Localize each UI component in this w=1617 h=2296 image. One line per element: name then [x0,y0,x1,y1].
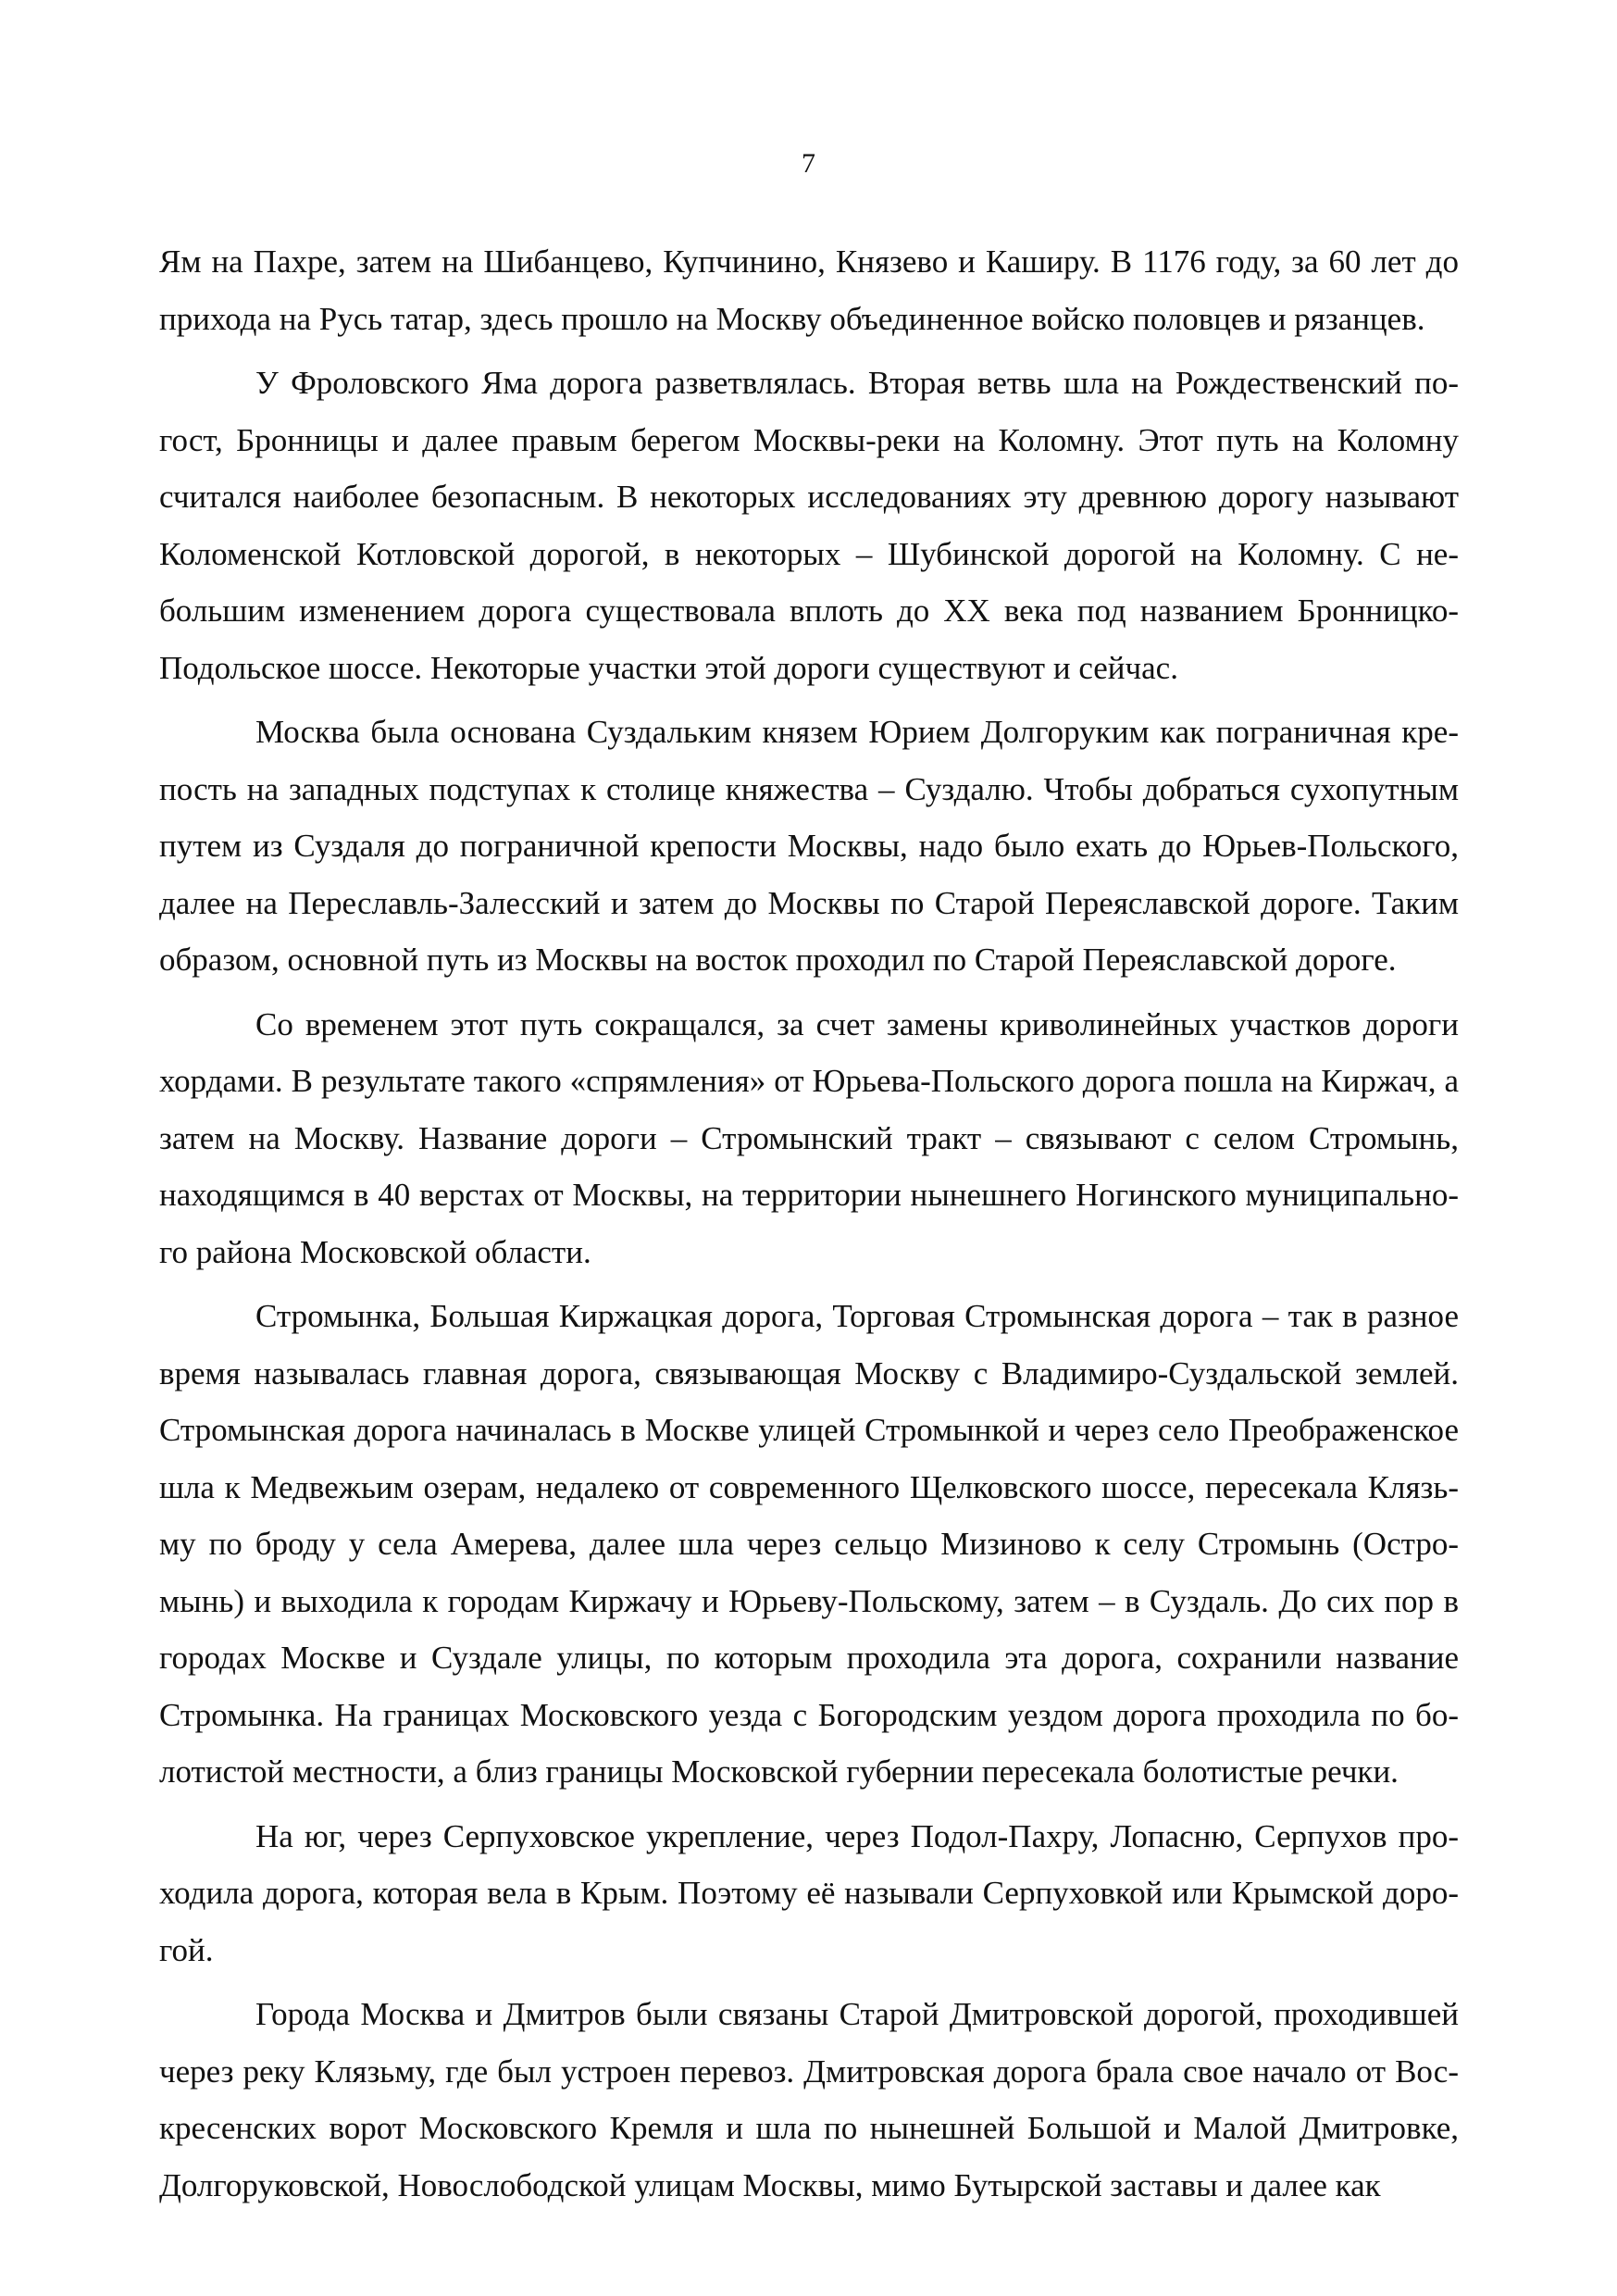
paragraph-stromynka-road: Стромынка, Большая Киржацкая дорога, Торговая Стромынская дорога – так в разное время называлась главная дорога, связывающая Москву с Владимиро-Суздальской землей. Стромынская дорога начиналась в Москве улицей Стромынкой и через село Преображенское шла к Медвежьим озерам, недалеко от современного Щелковского шоссе, пересекала Клязьму по броду у села Амерева, далее шла через сельцо Мизиново к селу Стромынь (Остромынь) и выходила к городам Киржачу и Юрьеву-Польскому, затем – в Суздаль. До сих пор в городах Москве и Суздале улицы, по которым проходила эта дорога, сохранили название Стромынка. На границах Московского уезда с Богородским уездом дорога проходила по болотистой местности, а близ границы Московской губернии пересекала болотистые речки. [159,1298,1459,1790]
paragraph-frolovsky-yam: У Фроловского Яма дорога разветвлялась. Вторая ветвь шла на Рождественский погост, Бронницы и далее правым берегом Москвы-реки на Коломну. Этот путь на Коломну считался наиболее безопасным. В некоторых исследованиях эту древнюю дорогу называют Коломенской Котловской дорогой, в некоторых – Шубинской дорогой на Коломну. С небольшим изменением дорога существовала вплоть до XX века под названием Бронницко-Подольское шоссе. Некоторые участки этой дороги существуют и сейчас. [159,365,1459,686]
paragraph-crimean-road: На юг, через Серпуховское укрепление, через Подол-Пахру, Лопасню, Серпухов проходила дорога, которая вела в Крым. Поэтому её называли Серпуховкой или Крымской дорогой. [159,1817,1459,1968]
paragraph-dmitrov-road: Города Москва и Дмитров были связаны Старой Дмитровской дорогой, проходившей через реку Клязьму, где был устроен перевоз. Дмитровская дорога брала свое начало от Воскресенских ворот Московского Кремля и шла по нынешней Большой и Малой Дмитровке, Долгоруковской, Новослободской улицам Москвы, мимо Бутырской заставы и далее как [159,1996,1459,2203]
page-text-body [159,233,1459,2214]
paragraph-continuation: Ям на Пахре, затем на Шибанцево, Купчинино, Князево и Каширу. В 1176 году, за 60 лет до прихода на Русь татар, здесь прошло на Москву объединенное войско половцев и рязанцев. [159,243,1459,337]
paragraph-stromynsky-trakt: Со временем этот путь сокращался, за счет замены криволинейных участков дороги хордами. В результате такого «спрямления» от Юрьева-Польского дорога пошла на Киржач, а затем на Москву. Название дороги – Стромынский тракт – связывают с селом Стромынь, находящимся в 40 верстах от Москвы, на территории нынешнего Ногинского муниципального района Московской области. [159,1005,1459,1270]
paragraph-moscow-founding: Москва была основана Суздальким князем Юрием Долгоруким как пограничная крепость на западных подступах к столице княжества – Суздалю. Чтобы добраться сухопутным путем из Суздаля до пограничной крепости Москвы, надо было ехать до Юрьев-Польского, далее на Переславль-Залесский и затем до Москвы по Старой Переяславской дороге. Таким образом, основной путь из Москвы на восток проходил по Старой Переяславской дороге. [159,714,1459,978]
page-number: 7 [802,148,815,179]
